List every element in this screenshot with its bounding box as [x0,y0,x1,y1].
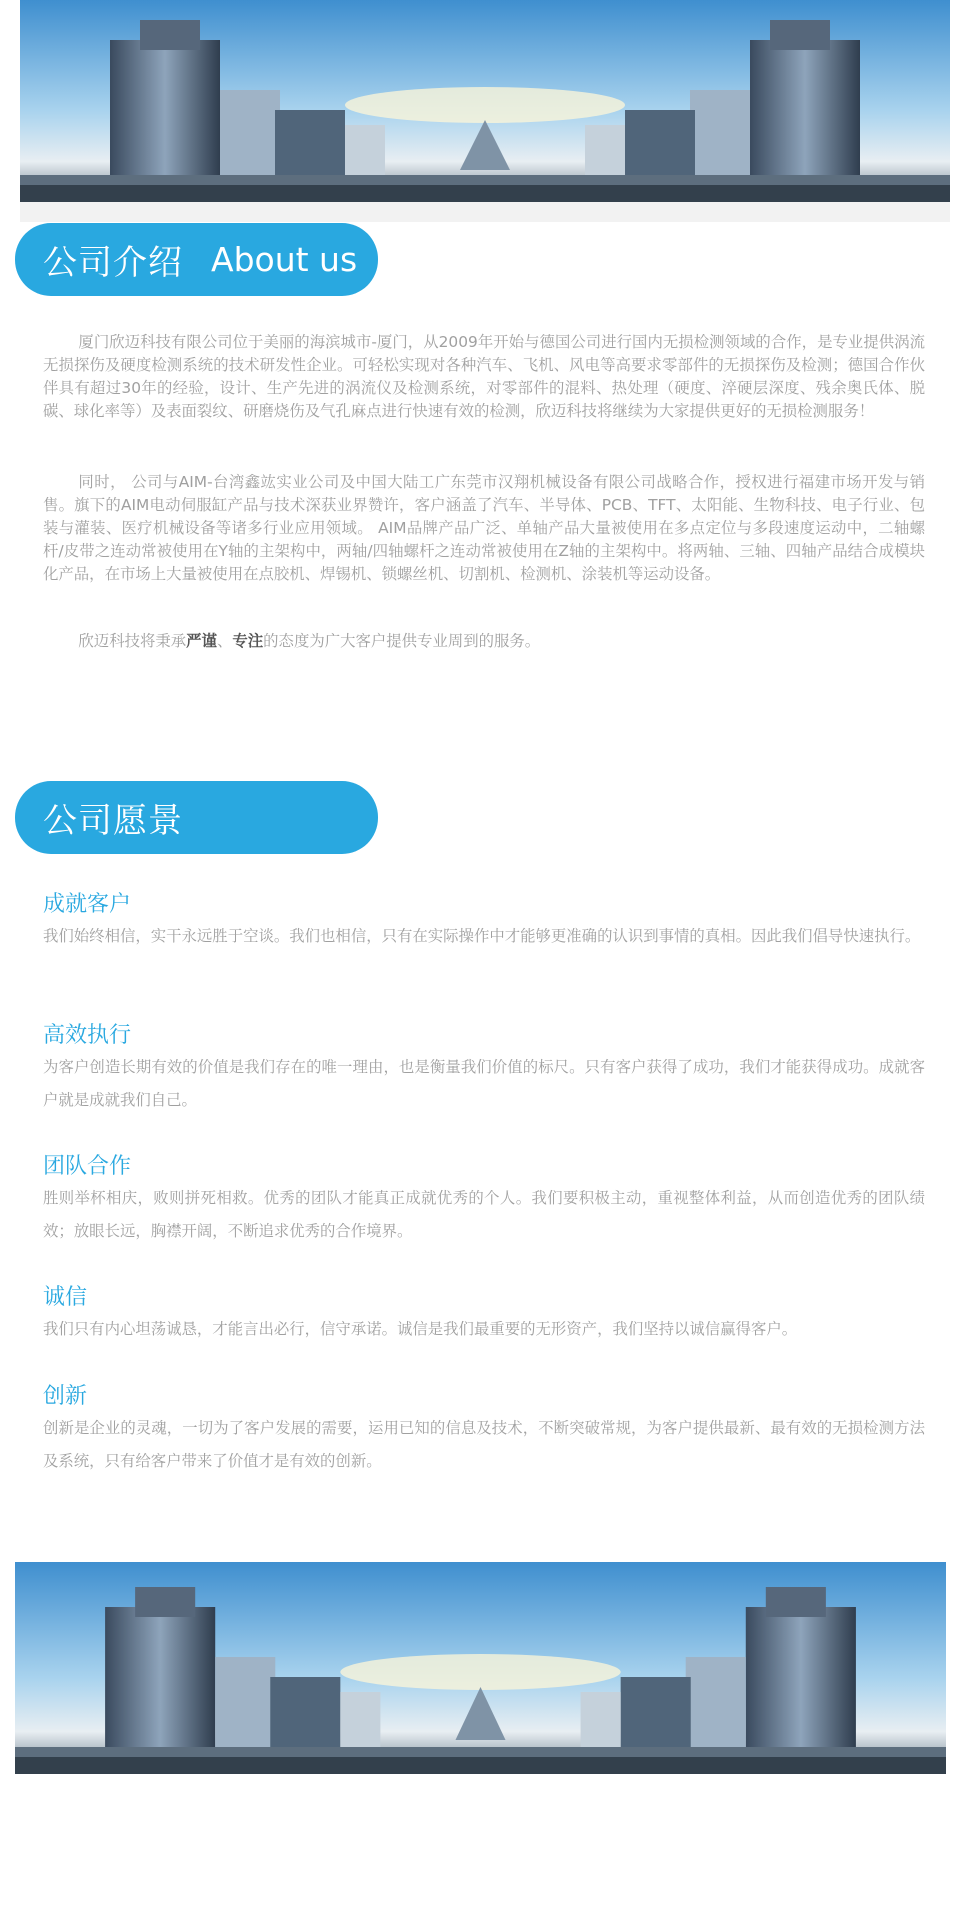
about-section-header [15,223,378,296]
vision-section-header [15,781,378,854]
city-skyline-image [20,0,950,202]
about-paragraph-1: 厦门欣迈科技有限公司位于美丽的海滨城市-厦门，从2009年开始与德国公司进行国内无损检测领域的合作，是专业提供涡流无损探伤及硬度检测系统的技术研发性企业。可轻松实现对各种汽车、飞机、风电等高要求零部件的无损探伤及检测；德国合作伙伴具有超过30年的经验，设计、生产先进的涡流仪及检测系统，对零部件的混料、热处理（硬度、淬硬层深度、残余奥氏体、脱碳、球化率等）及表面裂纹、研磨烧伤及气孔麻点进行快速有效的检测，欣迈科技将继续为大家提供更好的无损检测服务！ [43,333,925,420]
para3-sep: 、 [216,632,233,650]
about-paragraph-2: 同时， 公司与AIM-台湾鑫竑实业公司及中国大陆工广东莞市汉翔机械设备有限公司战略合作，授权进行福建市场开发与销售。旗下的AIM电动伺服缸产品与技术深获业界赞许，客户涵盖了汽车、半导体、PCB、TFT、太阳能、生物科技、电子行业、包装与灌装、医疗机械设备等诸多行业应用领域。 AIM品牌产品广泛、单轴产品大量被使用在多点定位与多段速度运动中，二轴螺杆/皮带之连动常被使用在Y轴的主架构中，两轴/四轴螺杆之连动常被使用在Z轴的主架构中。将两轴、三轴、四轴产品结合成模块化产品，在市场上大量被使用在点胶机、焊锡机、锁螺丝机、切割机、检测机、涂装机等运动设备。 [43,473,925,583]
about-title-cn: 公司介绍 [43,243,183,283]
about-title-en: About us [211,240,358,279]
para3-suffix: 的态度为广大客户提供专业周到的服务。 [263,632,541,650]
banner-image-top [20,0,950,202]
banner-image-bottom [15,1562,946,1774]
vision-title-cn: 公司愿景 [43,801,183,841]
city-skyline-image [15,1562,946,1774]
vision-item [43,1152,925,1248]
vision-item [43,1283,925,1346]
vision-item-title: 成就客户 [43,892,132,917]
banner-divider [20,202,950,222]
para3-prefix: 欣迈科技将秉承 [78,632,187,650]
vision-item-text: 我们始终相信，实干永远胜于空谈。我们也相信，只有在实际操作中才能够更准确的认识到事情的真相。因此我们倡导快速执行。 [43,927,921,945]
vision-item-title: 诚信 [43,1285,88,1310]
vision-item [43,1382,925,1478]
para3-bold-focus: 专注 [232,632,264,650]
para3-bold-rigor: 严谨 [186,632,217,650]
vision-item-text: 为客户创造长期有效的价值是我们存在的唯一理由，也是衡量我们价值的标尺。只有客户获得了成功，我们才能获得成功。成就客户就是成就我们自己。 [43,1058,925,1109]
vision-item-title: 创新 [43,1384,88,1409]
vision-item-title: 团队合作 [43,1154,132,1179]
vision-item-text: 胜则举杯相庆，败则拼死相救。优秀的团队才能真正成就优秀的个人。我们要积极主动，重视整体利益，从而创造优秀的团队绩效；放眼长远，胸襟开阔，不断追求优秀的合作境界。 [43,1189,925,1240]
about-paragraph-3 [43,630,925,653]
vision-item [43,1021,925,1117]
vision-item-title: 高效执行 [43,1023,132,1048]
vision-item-text: 我们只有内心坦荡诚恳，才能言出必行，信守承诺。诚信是我们最重要的无形资产，我们坚持以诚信赢得客户。 [43,1320,798,1338]
vision-item-text: 创新是企业的灵魂，一切为了客户发展的需要，运用已知的信息及技术，不断突破常规，为客户提供最新、最有效的无损检测方法及系统，只有给客户带来了价值才是有效的创新。 [43,1419,925,1470]
vision-item [43,890,925,953]
